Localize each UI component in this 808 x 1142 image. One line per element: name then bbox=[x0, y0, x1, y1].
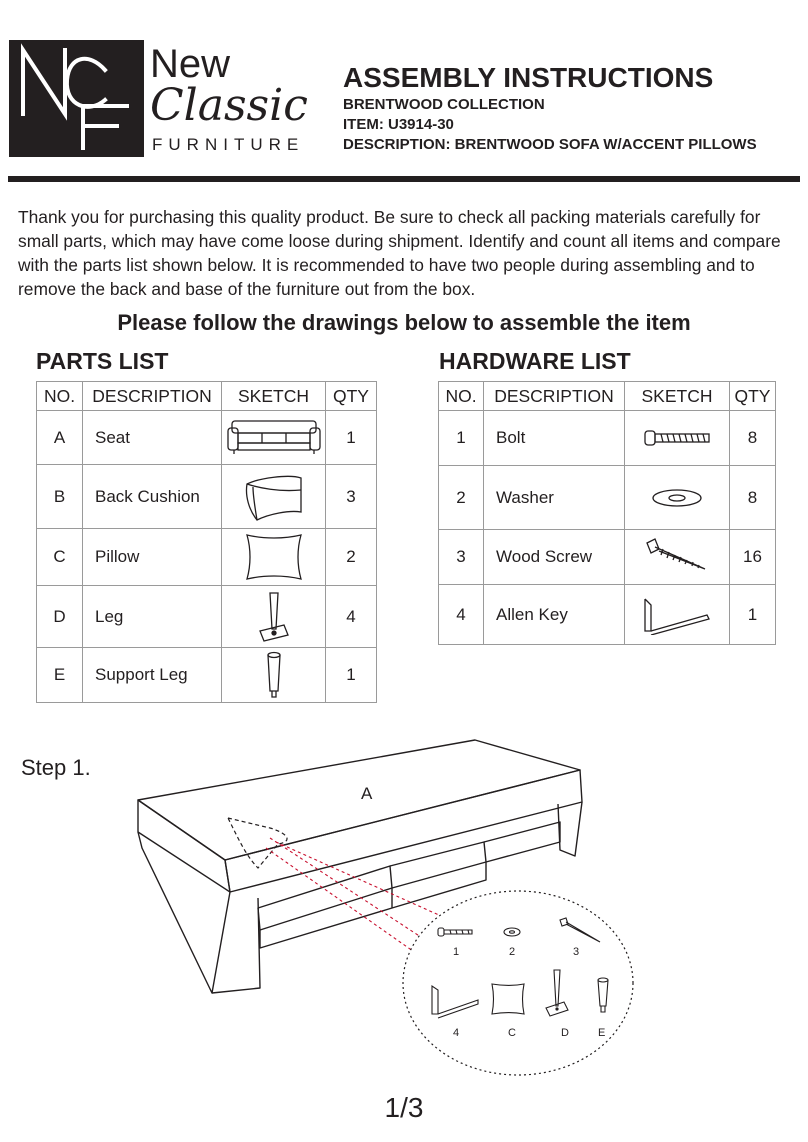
logo-word-classic: Classic bbox=[150, 80, 308, 131]
table-row bbox=[37, 411, 377, 465]
column-header: DESCRIPTION bbox=[484, 382, 625, 411]
hardware-number: 3 bbox=[439, 530, 484, 585]
table-row bbox=[37, 586, 377, 648]
callout-label: 4 bbox=[453, 1027, 460, 1039]
table-row bbox=[439, 466, 776, 530]
logo-word-new: New bbox=[150, 42, 231, 86]
table-header-row bbox=[439, 382, 776, 411]
hardware-quantity: 8 bbox=[730, 466, 776, 530]
part-description: Support Leg bbox=[83, 648, 222, 703]
wood-screw-icon bbox=[625, 530, 730, 585]
intro-paragraph: Thank you for purchasing this quality product. Be sure to check all packing materials carefully for small parts, which may have come loose during shipment. Identify and count all items and compare with the parts list shown below. It is recommended to have two people during assembling and to remove the back and base of the furniture out from the box. bbox=[18, 207, 781, 299]
part-quantity: 3 bbox=[326, 465, 377, 529]
part-description: Back Cushion bbox=[83, 465, 222, 529]
part-description: Pillow bbox=[83, 529, 222, 586]
hardware-number: 1 bbox=[439, 411, 484, 466]
back-cushion-icon bbox=[222, 465, 326, 529]
washer-icon bbox=[625, 466, 730, 530]
hardware-quantity: 8 bbox=[730, 411, 776, 466]
hardware-list-table bbox=[438, 381, 776, 645]
part-quantity: 2 bbox=[326, 529, 377, 586]
instruction-heading: Please follow the drawings below to assemble the item bbox=[117, 310, 691, 335]
table-row bbox=[37, 648, 377, 703]
part-number: A bbox=[37, 411, 83, 465]
table-row bbox=[439, 530, 776, 585]
callout-label: D bbox=[561, 1027, 569, 1039]
page-number: 1/3 bbox=[384, 1092, 424, 1123]
callout-label: E bbox=[598, 1027, 606, 1039]
column-header: NO. bbox=[37, 382, 83, 411]
item-number: ITEM: U3914-30 bbox=[343, 116, 454, 133]
sofa-seat-icon bbox=[222, 411, 326, 465]
part-number: B bbox=[37, 465, 83, 529]
header-divider bbox=[8, 176, 800, 182]
step-label: Step 1. bbox=[21, 755, 91, 780]
part-number: D bbox=[37, 586, 83, 648]
step-1-diagram bbox=[120, 738, 650, 1098]
table-row bbox=[439, 585, 776, 645]
support-leg-icon bbox=[222, 648, 326, 703]
hardware-number: 4 bbox=[439, 585, 484, 645]
part-quantity: 4 bbox=[326, 586, 377, 648]
table-header-row bbox=[37, 382, 377, 411]
callout-label: 3 bbox=[573, 946, 580, 958]
hardware-number: 2 bbox=[439, 466, 484, 530]
column-header: QTY bbox=[730, 382, 776, 411]
part-number: C bbox=[37, 529, 83, 586]
item-description: DESCRIPTION: BRENTWOOD SOFA W/ACCENT PILLOWS bbox=[343, 136, 757, 153]
table-row bbox=[37, 465, 377, 529]
callout-label: 1 bbox=[453, 946, 460, 958]
hardware-quantity: 1 bbox=[730, 585, 776, 645]
allen-key-icon bbox=[625, 585, 730, 645]
column-header: QTY bbox=[326, 382, 377, 411]
part-quantity: 1 bbox=[326, 648, 377, 703]
ncf-logo-mark bbox=[9, 40, 144, 157]
table-row bbox=[37, 529, 377, 586]
pillow-icon bbox=[222, 529, 326, 586]
part-label-a: A bbox=[361, 784, 373, 803]
part-description: Leg bbox=[83, 586, 222, 648]
callout-label: C bbox=[508, 1027, 516, 1039]
callout-label: 2 bbox=[509, 946, 516, 958]
table-row bbox=[439, 411, 776, 466]
leg-icon bbox=[222, 586, 326, 648]
hardware-list-heading: HARDWARE LIST bbox=[439, 348, 631, 374]
hardware-description: Bolt bbox=[484, 411, 625, 466]
parts-list-heading: PARTS LIST bbox=[36, 348, 169, 374]
part-number: E bbox=[37, 648, 83, 703]
document-title: ASSEMBLY INSTRUCTIONS bbox=[343, 62, 714, 93]
part-quantity: 1 bbox=[326, 411, 377, 465]
collection-name: BRENTWOOD COLLECTION bbox=[343, 96, 545, 113]
hardware-description: Washer bbox=[484, 466, 625, 530]
hardware-description: Allen Key bbox=[484, 585, 625, 645]
hardware-quantity: 16 bbox=[730, 530, 776, 585]
logo-word-furniture: FURNITURE bbox=[152, 135, 305, 154]
hardware-description: Wood Screw bbox=[484, 530, 625, 585]
column-header: DESCRIPTION bbox=[83, 382, 222, 411]
part-description: Seat bbox=[83, 411, 222, 465]
column-header: SKETCH bbox=[222, 382, 326, 411]
bolt-icon bbox=[625, 411, 730, 466]
column-header: NO. bbox=[439, 382, 484, 411]
parts-list-table bbox=[36, 381, 377, 703]
column-header: SKETCH bbox=[625, 382, 730, 411]
